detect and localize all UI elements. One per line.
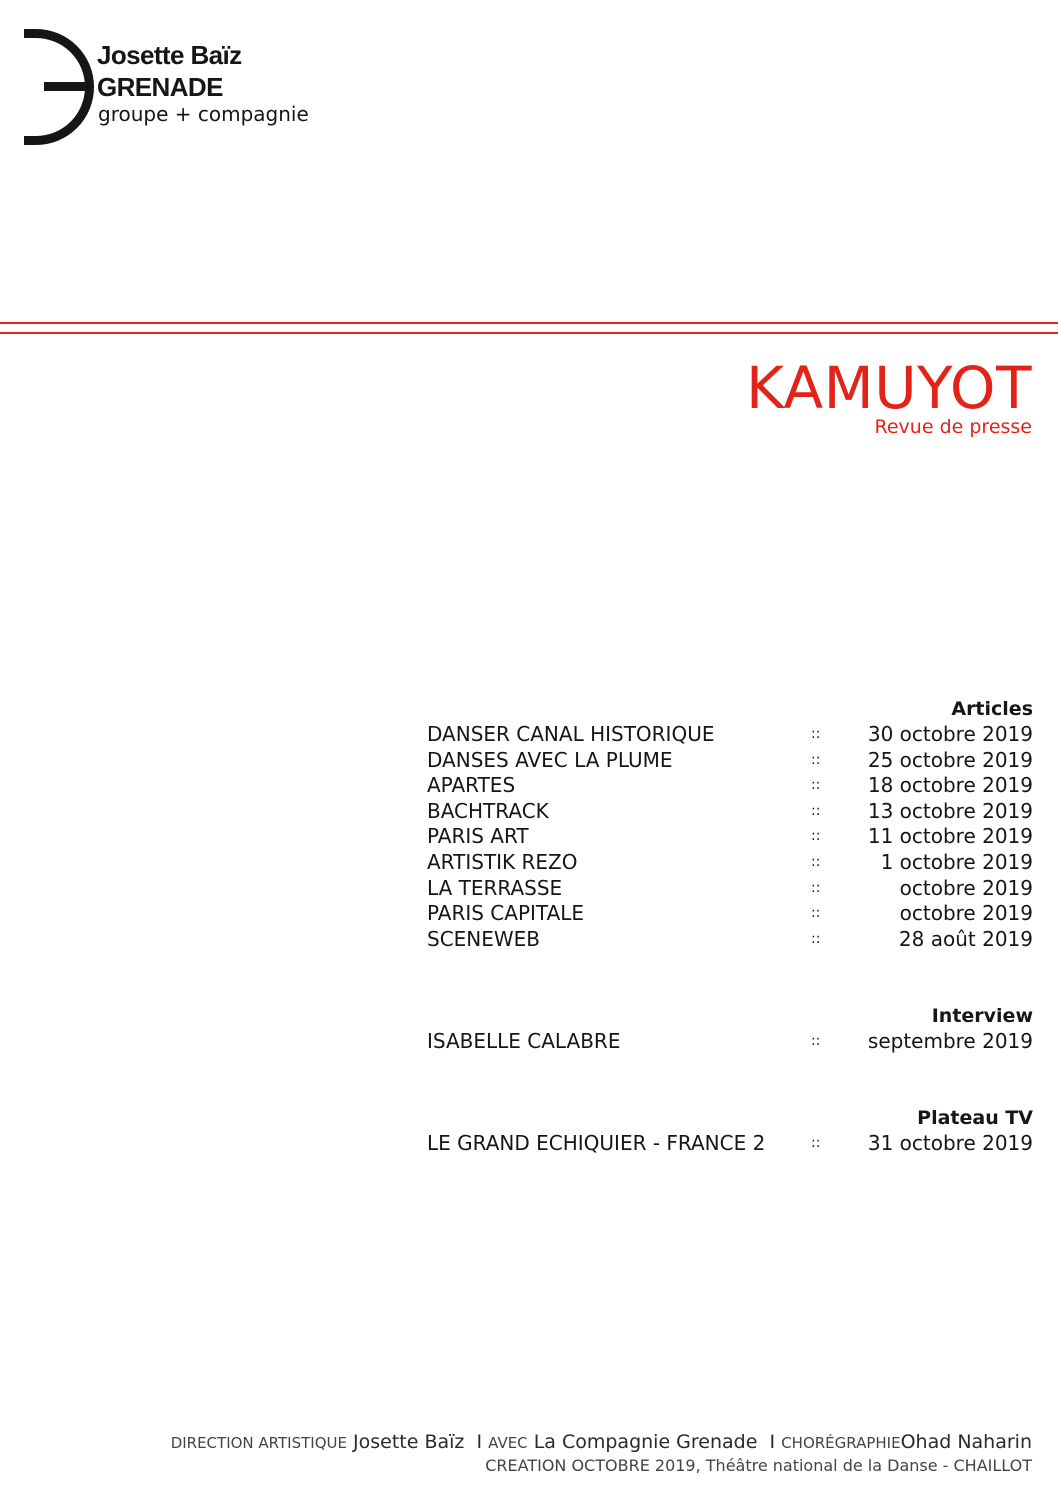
credits-line — [171, 1431, 1032, 1453]
footer-separator: I — [769, 1431, 776, 1453]
press-section — [427, 1004, 1033, 1055]
press-date: 1 octobre 2019 — [880, 849, 1033, 874]
press-date: octobre 2019 — [899, 901, 1033, 926]
section-heading: Interview — [931, 1005, 1033, 1027]
separator: :: — [811, 802, 821, 819]
press-date: 18 octobre 2019 — [867, 773, 1033, 798]
press-row — [427, 876, 1033, 902]
separator: :: — [811, 751, 821, 768]
press-date: octobre 2019 — [899, 875, 1033, 900]
press-date: 25 octobre 2019 — [867, 747, 1033, 772]
separator: :: — [811, 930, 821, 947]
separator: :: — [811, 1135, 821, 1151]
company-logo — [24, 26, 324, 150]
press-date: septembre 2019 — [867, 1029, 1033, 1053]
separator: :: — [811, 777, 821, 794]
press-row — [427, 901, 1033, 927]
press-row — [427, 722, 1033, 748]
press-date: 11 octobre 2019 — [867, 824, 1033, 849]
divider-line-bottom — [0, 332, 1058, 334]
logo-name-line1: Josette Baïz — [97, 40, 242, 70]
press-row — [427, 799, 1033, 825]
press-source: PARIS CAPITALE — [427, 901, 585, 926]
press-source: APARTES — [427, 773, 516, 798]
press-row — [427, 1131, 1033, 1157]
label-direction: DIRECTION ARTISTIQUE — [170, 1434, 347, 1452]
press-source: ARTISTIK REZO — [427, 849, 578, 874]
press-section — [427, 1106, 1033, 1157]
press-row — [427, 927, 1033, 953]
page-title: KAMUYOT — [745, 354, 1032, 422]
press-row — [427, 748, 1033, 774]
press-source: SCENEWEB — [427, 926, 541, 951]
press-date: 13 octobre 2019 — [867, 798, 1033, 823]
separator: :: — [811, 905, 821, 922]
press-row — [427, 850, 1033, 876]
press-row — [427, 1029, 1033, 1055]
press-source: PARIS ART — [427, 824, 529, 849]
separator: :: — [811, 879, 821, 896]
press-source: DANSES AVEC LA PLUME — [427, 747, 673, 772]
separator: :: — [811, 1033, 821, 1049]
press-row — [427, 773, 1033, 799]
creation-line: CREATION OCTOBRE 2019, Théâtre national de la Danse - CHAILLOT — [485, 1456, 1032, 1475]
separator: :: — [811, 726, 821, 742]
section-heading: Articles — [951, 698, 1033, 720]
press-source: LA TERRASSE — [427, 875, 563, 900]
grenade-logo-mark-icon — [24, 26, 94, 150]
page-subtitle: Revue de presse — [874, 416, 1032, 438]
avec-value: La Compagnie Grenade — [533, 1431, 758, 1453]
press-section — [427, 697, 1033, 952]
separator: :: — [811, 828, 821, 845]
logo-tagline: groupe + compagnie — [98, 102, 309, 126]
press-source: LE GRAND ECHIQUIER - FRANCE 2 — [427, 1131, 766, 1155]
label-choreo: CHORÉGRAPHIE — [781, 1434, 901, 1452]
section-heading: Plateau TV — [917, 1107, 1033, 1129]
press-date: 28 août 2019 — [898, 926, 1033, 951]
press-source: DANSER CANAL HISTORIQUE — [427, 722, 715, 746]
choreo-value: Ohad Naharin — [900, 1431, 1032, 1453]
press-date: 31 octobre 2019 — [867, 1131, 1033, 1155]
footer-separator: I — [476, 1431, 483, 1453]
press-date: 30 octobre 2019 — [867, 722, 1033, 746]
press-source: ISABELLE CALABRE — [427, 1029, 621, 1053]
logo-name-line2: GRENADE — [97, 72, 223, 102]
direction-value: Josette Baïz — [353, 1431, 465, 1453]
press-row — [427, 824, 1033, 850]
divider-line-top — [0, 322, 1058, 324]
label-avec: AVEC — [488, 1434, 528, 1452]
separator: :: — [811, 853, 821, 870]
press-source: BACHTRACK — [427, 798, 549, 823]
